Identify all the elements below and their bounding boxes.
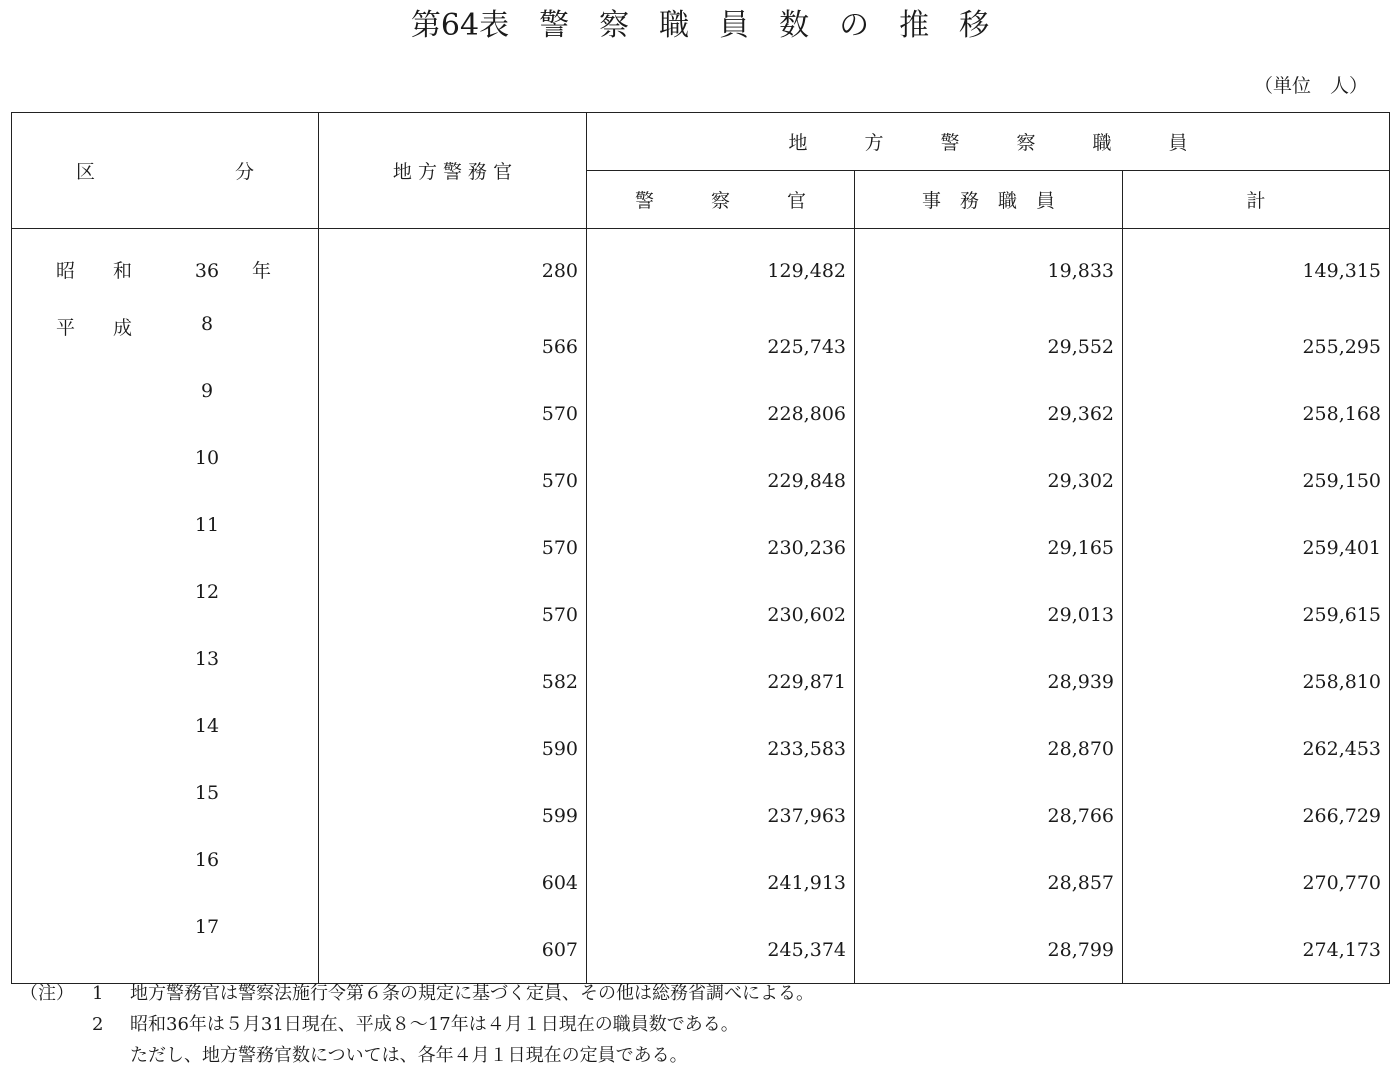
- row-year: 8: [200, 313, 214, 335]
- cell-local-police-officer: 570: [319, 581, 587, 648]
- cell-clerical-staff: 28,870: [855, 715, 1123, 782]
- police-staff-table: [11, 112, 1390, 984]
- row-category: [12, 514, 319, 581]
- cell-police-officer: 225,743: [587, 313, 855, 380]
- row-category: [12, 581, 319, 648]
- cell-police-officer: 230,602: [587, 581, 855, 648]
- note-number: [92, 1040, 130, 1071]
- cell-police-officer: 230,236: [587, 514, 855, 581]
- cell-clerical-staff: 29,013: [855, 581, 1123, 648]
- cell-total: 259,150: [1123, 447, 1390, 514]
- header-local-police-staff: 地 方 警 察 職 員: [587, 113, 1390, 171]
- row-year: 14: [194, 715, 220, 737]
- table-row: [12, 514, 1390, 581]
- row-category: [12, 380, 319, 447]
- cell-clerical-staff: 19,833: [855, 229, 1123, 314]
- row-year: 16: [194, 849, 220, 871]
- row-year: 9: [200, 380, 214, 402]
- cell-total: 149,315: [1123, 229, 1390, 314]
- unit-label: （単位 人）: [1253, 75, 1368, 97]
- cell-local-police-officer: 590: [319, 715, 587, 782]
- table-row: [12, 782, 1390, 849]
- row-year: 13: [194, 648, 220, 670]
- row-year: 17: [194, 916, 220, 938]
- row-year-suffix: 年: [252, 260, 272, 282]
- table-row: [12, 849, 1390, 916]
- table-row: [12, 648, 1390, 715]
- table-row: [12, 229, 1390, 314]
- cell-police-officer: 229,848: [587, 447, 855, 514]
- notes-label: （注）: [20, 983, 74, 1004]
- note-text: ただし、地方警務官数については、各年４月１日現在の定員である。: [130, 1045, 688, 1066]
- row-era: 昭 和: [56, 260, 133, 282]
- cell-total: 258,810: [1123, 648, 1390, 715]
- cell-local-police-officer: 570: [319, 447, 587, 514]
- cell-clerical-staff: 28,799: [855, 916, 1123, 984]
- cell-police-officer: 228,806: [587, 380, 855, 447]
- table-row: [12, 447, 1390, 514]
- cell-total: 266,729: [1123, 782, 1390, 849]
- row-year: 36: [194, 260, 220, 282]
- header-police-officer: 警 察 官: [587, 171, 855, 229]
- cell-total: 274,173: [1123, 916, 1390, 984]
- page-title: 第64表 警 察 職 員 数 の 推 移: [410, 8, 990, 43]
- note-row-1: [20, 978, 814, 1009]
- cell-clerical-staff: 29,302: [855, 447, 1123, 514]
- row-year: 10: [194, 447, 220, 469]
- row-year: 12: [194, 581, 220, 603]
- cell-local-police-officer: 582: [319, 648, 587, 715]
- note-text: 地方警務官は警察法施行令第６条の規定に基づく定員、その他は総務省調べによる。: [130, 983, 814, 1004]
- header-local-police-officer: 地 方 警 務 官: [319, 113, 587, 229]
- cell-police-officer: 241,913: [587, 849, 855, 916]
- cell-clerical-staff: 29,165: [855, 514, 1123, 581]
- table-row: [12, 581, 1390, 648]
- notes: [20, 978, 814, 1071]
- cell-police-officer: 229,871: [587, 648, 855, 715]
- table-row: [12, 916, 1390, 984]
- table-body: [12, 229, 1390, 984]
- note-number: 2: [92, 1014, 104, 1035]
- cell-local-police-officer: 570: [319, 380, 587, 447]
- cell-total: 259,615: [1123, 581, 1390, 648]
- cell-total: 258,168: [1123, 380, 1390, 447]
- row-category: [12, 313, 319, 380]
- cell-police-officer: 237,963: [587, 782, 855, 849]
- header-clerical-staff: 事 務 職 員: [855, 171, 1123, 229]
- cell-local-police-officer: 599: [319, 782, 587, 849]
- cell-police-officer: 129,482: [587, 229, 855, 314]
- row-category: [12, 229, 319, 314]
- header-category-left: 区: [76, 161, 96, 183]
- cell-total: 270,770: [1123, 849, 1390, 916]
- cell-local-police-officer: 570: [319, 514, 587, 581]
- cell-total: 262,453: [1123, 715, 1390, 782]
- note-row-2: [20, 1009, 814, 1040]
- table-row: [12, 380, 1390, 447]
- cell-local-police-officer: 566: [319, 313, 587, 380]
- table-row: [12, 313, 1390, 380]
- row-year: 15: [194, 782, 220, 804]
- cell-local-police-officer: 280: [319, 229, 587, 314]
- cell-clerical-staff: 29,552: [855, 313, 1123, 380]
- row-era: 平 成: [56, 317, 133, 339]
- row-category: [12, 715, 319, 782]
- row-category: [12, 782, 319, 849]
- row-year: 11: [194, 514, 220, 536]
- cell-police-officer: 245,374: [587, 916, 855, 984]
- cell-local-police-officer: 604: [319, 849, 587, 916]
- cell-total: 255,295: [1123, 313, 1390, 380]
- cell-police-officer: 233,583: [587, 715, 855, 782]
- note-text: 昭和36年は５月31日現在、平成８～17年は４月１日現在の職員数である。: [130, 1014, 739, 1035]
- row-category: [12, 447, 319, 514]
- row-category: [12, 916, 319, 984]
- note-number: 1: [92, 983, 104, 1004]
- cell-clerical-staff: 28,939: [855, 648, 1123, 715]
- cell-clerical-staff: 28,857: [855, 849, 1123, 916]
- table-row: [12, 715, 1390, 782]
- note-row-3: [20, 1040, 814, 1071]
- row-category: [12, 648, 319, 715]
- header-total: 計: [1123, 171, 1390, 229]
- row-category: [12, 849, 319, 916]
- cell-total: 259,401: [1123, 514, 1390, 581]
- cell-local-police-officer: 607: [319, 916, 587, 984]
- header-category: [12, 113, 319, 229]
- cell-clerical-staff: 29,362: [855, 380, 1123, 447]
- cell-clerical-staff: 28,766: [855, 782, 1123, 849]
- header-category-right: 分: [234, 161, 254, 183]
